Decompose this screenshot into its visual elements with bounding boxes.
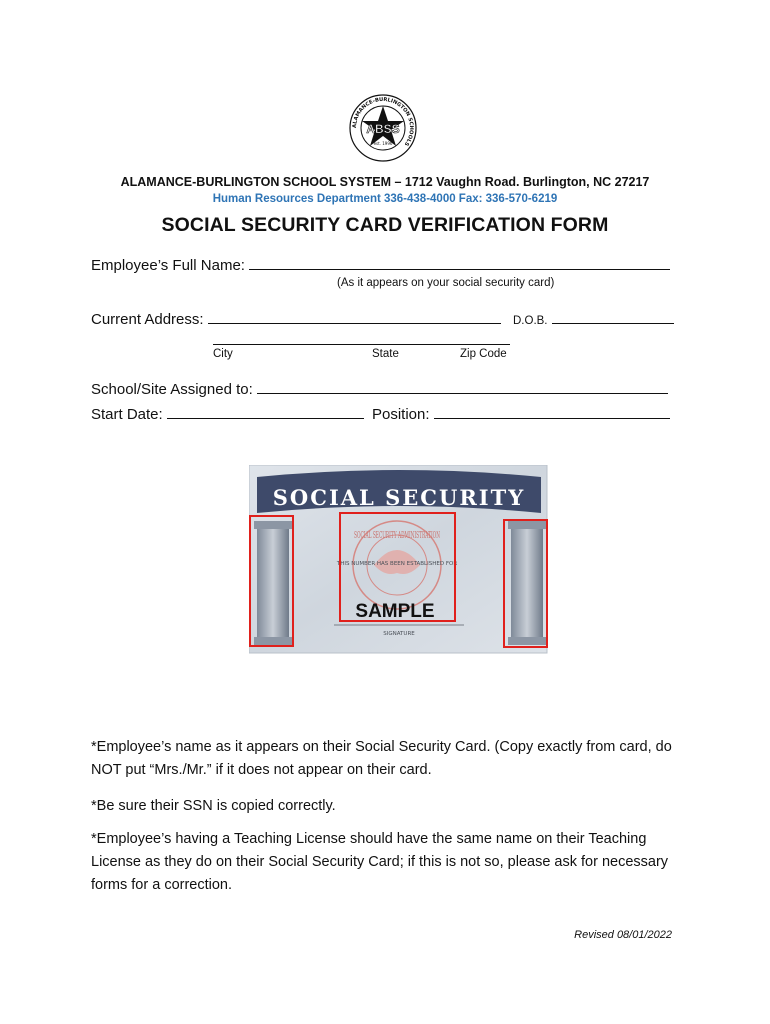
logo-ring-text: ALAMANCE-BURLINGTON SCHOOLS [351, 96, 415, 147]
social-security-card-sample [249, 465, 549, 655]
dob-label: D.O.B. [513, 315, 548, 327]
full-name-field[interactable] [249, 255, 670, 270]
start-date-row [91, 404, 364, 423]
note-name-copy: *Employee’s name as it appears on their Social Security Card. (Copy exactly from card, do NOT put “Mrs./Mr.” if it does not appear on their card. [91, 739, 672, 778]
address-row [91, 309, 501, 328]
sample-text: SAMPLE [355, 601, 435, 622]
established-text: THIS NUMBER HAS BEEN ESTABLISHED FOR [336, 561, 458, 567]
note-teaching-license: *Employee’s having a Teaching License should have the same name on their Teaching License as they do on their Social Security Card; if this is not so, please ask for necessary forms for a correction. [91, 831, 669, 893]
address-label: Current Address: [91, 311, 204, 328]
school-row [91, 379, 668, 398]
org-address-line: ALAMANCE-BURLINGTON SCHOOL SYSTEM – 1712 Vaughn Road. Burlington, NC 27217 [120, 175, 650, 189]
left-column-decoration [257, 525, 289, 643]
start-date-label: Start Date: [91, 406, 163, 423]
full-name-label: Employee’s Full Name: [91, 257, 245, 274]
form-title: SOCIAL SECURITY CARD VERIFICATION FORM [161, 214, 609, 236]
start-date-field[interactable] [167, 404, 364, 419]
position-field[interactable] [434, 404, 670, 419]
card-header-text: SOCIAL SECURITY [272, 485, 526, 510]
full-name-row [91, 255, 670, 274]
abss-logo [344, 93, 422, 163]
logo-est: est. 1996 [373, 141, 393, 146]
revised-date: Revised 08/01/2022 [574, 929, 672, 941]
school-label: School/Site Assigned to: [91, 381, 253, 398]
zip-label: Zip Code [460, 348, 507, 360]
city-state-zip-field[interactable] [213, 330, 510, 345]
city-label: City [213, 348, 233, 360]
signature-text: SIGNATURE [383, 631, 415, 637]
dob-field[interactable] [552, 309, 674, 324]
seal-text: SOCIAL SECURITY ADMINISTRATION [354, 531, 441, 541]
note-ssn-copy: *Be sure their SSN is copied correctly. [91, 798, 336, 814]
position-label: Position: [372, 406, 430, 423]
address-field[interactable] [208, 309, 501, 324]
dob-row [513, 309, 674, 328]
position-row [372, 404, 670, 423]
logo-text: ABSS [366, 122, 400, 136]
school-field[interactable] [257, 379, 668, 394]
hr-contact-line: Human Resources Department 336-438-4000 Fax: 336-570-6219 [212, 193, 558, 205]
state-label: State [372, 348, 399, 360]
right-column-decoration [511, 525, 543, 643]
full-name-hint: (As it appears on your social security card) [337, 277, 555, 289]
